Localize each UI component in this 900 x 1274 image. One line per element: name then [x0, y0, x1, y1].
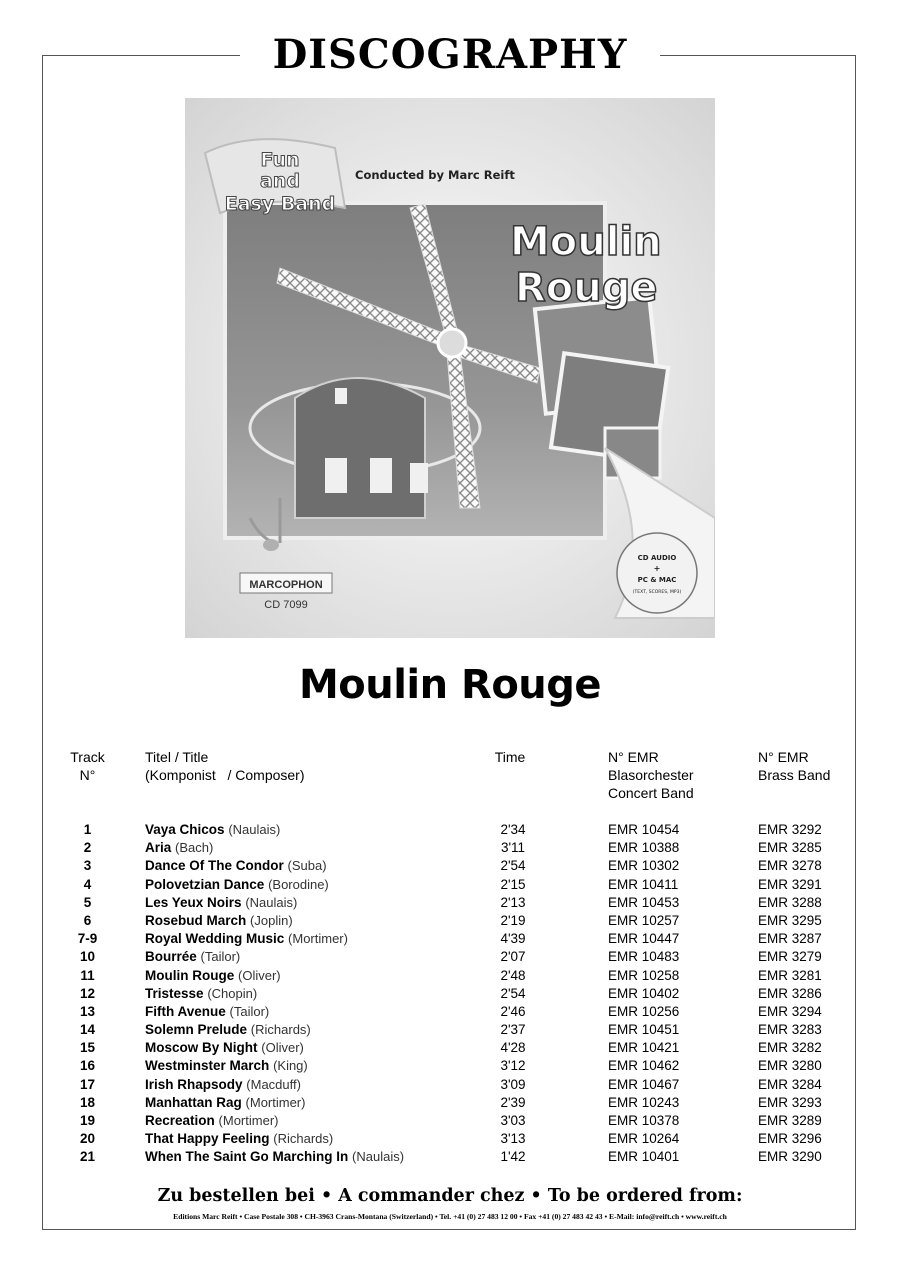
- track-title: When The Saint Go Marching In: [145, 1149, 349, 1165]
- emr-brass-number: EMR 3292: [758, 822, 822, 837]
- svg-text:and: and: [260, 170, 300, 192]
- emr-brass-number: EMR 3293: [758, 1094, 822, 1110]
- track-time: 2'48: [500, 967, 526, 983]
- emr-brass-number: EMR 3284: [758, 1076, 822, 1092]
- track-time: 3'12: [500, 1058, 526, 1074]
- table-row: [0, 930, 900, 948]
- track-composer: (Bach): [175, 840, 214, 856]
- emr-concert-number: EMR 10302: [608, 858, 680, 874]
- emr-concert-number: EMR 10256: [608, 1003, 680, 1019]
- album-cover: [185, 98, 715, 638]
- cd-audio-badge: [617, 533, 697, 613]
- track-number: 15: [79, 1040, 96, 1056]
- emr-brass-number: EMR 3281: [758, 967, 822, 983]
- track-time: 4'39: [500, 931, 526, 947]
- emr-brass-number: EMR 3290: [758, 1149, 822, 1165]
- track-title-cell: [145, 912, 293, 930]
- table-row: [0, 948, 900, 966]
- emr-concert-number: EMR 10258: [608, 967, 680, 983]
- track-title: Manhattan Rag: [145, 1094, 242, 1110]
- track-composer: (Naulais): [228, 822, 281, 837]
- track-title: Tristesse: [145, 985, 204, 1001]
- track-composer: (Mortimer): [218, 1113, 279, 1128]
- track-title-cell: [145, 1039, 304, 1057]
- track-number: 2: [83, 840, 92, 856]
- emr-brass-number: EMR 3291: [758, 876, 822, 892]
- track-title: Moulin Rouge: [145, 967, 235, 983]
- discography-heading: DISCOGRAPHY: [240, 30, 660, 80]
- emr-brass-number: EMR 3287: [758, 931, 822, 947]
- track-title-cell: [145, 894, 297, 912]
- emr-concert-number: EMR 10451: [608, 1022, 680, 1038]
- emr-concert-number: EMR 10243: [608, 1094, 680, 1110]
- track-title-cell: [145, 985, 257, 1003]
- track-number: 11: [80, 967, 95, 983]
- track-title: That Happy Feeling: [145, 1131, 270, 1147]
- track-composer: (Naulais): [245, 894, 298, 910]
- emr-brass-number: EMR 3289: [758, 1113, 822, 1128]
- track-composer: (Richards): [273, 1131, 334, 1147]
- track-composer: (King): [273, 1058, 308, 1074]
- svg-text:PC & MAC: PC & MAC: [637, 576, 677, 584]
- track-title: Fifth Avenue: [145, 1003, 226, 1019]
- emr-brass-number: EMR 3295: [758, 912, 822, 928]
- track-composer: (Oliver): [261, 1040, 304, 1056]
- track-composer: (Mortimer): [245, 1094, 306, 1110]
- emr-concert-number: EMR 10378: [608, 1113, 680, 1128]
- track-title-cell: [145, 857, 327, 875]
- track-title-cell: [145, 1130, 333, 1148]
- track-time: 2'37: [500, 1022, 526, 1038]
- track-number: 17: [79, 1076, 96, 1092]
- emr-brass-number: EMR 3286: [758, 985, 822, 1001]
- track-title: Westminster March: [145, 1058, 270, 1074]
- track-composer: (Mortimer): [288, 931, 348, 947]
- track-title-cell: [145, 1057, 308, 1075]
- track-number: 10: [79, 949, 96, 965]
- emr-concert-number: EMR 10483: [608, 949, 680, 965]
- emr-brass-number: EMR 3285: [758, 840, 822, 856]
- order-line: Zu bestellen bei • A commander chez • To be ordered from:: [157, 1186, 743, 1206]
- track-number: 14: [79, 1022, 96, 1038]
- track-composer: (Tailor): [200, 949, 241, 965]
- track-number: 20: [79, 1131, 96, 1147]
- track-title: Aria: [145, 840, 172, 856]
- header-emr-brass: N° EMR Brass Band: [758, 749, 831, 783]
- track-title-cell: [145, 1003, 269, 1021]
- track-number: 3: [83, 858, 92, 874]
- track-number: 18: [79, 1094, 96, 1110]
- emr-concert-number: EMR 10257: [608, 912, 680, 928]
- emr-concert-number: EMR 10421: [608, 1040, 680, 1056]
- track-title-cell: [145, 876, 329, 894]
- track-title-cell: [145, 1094, 305, 1112]
- track-time: 3'13: [500, 1131, 526, 1147]
- svg-text:Easy Band: Easy Band: [224, 193, 336, 215]
- table-row: [0, 876, 900, 894]
- track-number: 4: [83, 876, 92, 892]
- emr-concert-number: EMR 10467: [608, 1076, 680, 1092]
- table-row: [0, 1130, 900, 1148]
- track-title-cell: [145, 967, 281, 985]
- header-track: Track N°: [70, 749, 105, 783]
- track-time: 2'54: [500, 985, 526, 1001]
- conductor-credit: Conducted by Marc Reift: [355, 168, 515, 182]
- label-name: MARCOPHON: [249, 579, 323, 591]
- table-row: [0, 967, 900, 985]
- emr-concert-number: EMR 10462: [608, 1058, 680, 1074]
- table-row: [0, 839, 900, 857]
- track-title-cell: [145, 1021, 311, 1039]
- track-number: 16: [79, 1058, 96, 1074]
- track-title-cell: [145, 1076, 301, 1094]
- track-time: 2'54: [500, 858, 526, 874]
- track-title-cell: [145, 1112, 278, 1130]
- track-composer: (Richards): [250, 1022, 311, 1038]
- svg-text:(TEXT, SCORES, MP3): (TEXT, SCORES, MP3): [632, 590, 682, 595]
- track-composer: (Suba): [287, 858, 327, 874]
- emr-brass-number: EMR 3283: [758, 1022, 822, 1038]
- track-number: 1: [83, 822, 92, 837]
- table-row: [0, 985, 900, 1003]
- track-composer: (Macduff): [246, 1076, 301, 1092]
- table-row: [0, 912, 900, 930]
- track-time: 2'15: [500, 876, 526, 892]
- svg-text:CD AUDIO: CD AUDIO: [637, 554, 677, 562]
- track-number: 19: [79, 1113, 96, 1128]
- track-time: 2'34: [500, 822, 526, 837]
- track-title: Vaya Chicos: [145, 822, 225, 837]
- track-title: Solemn Prelude: [145, 1022, 248, 1038]
- header-title: Titel / Title (Komponist / Composer): [145, 749, 305, 783]
- emr-concert-number: EMR 10388: [608, 840, 680, 856]
- emr-concert-number: EMR 10454: [608, 822, 680, 837]
- table-row: [0, 894, 900, 912]
- table-row: [0, 1057, 900, 1075]
- track-title: Polovetzian Dance: [145, 876, 265, 892]
- emr-concert-number: EMR 10402: [608, 985, 680, 1001]
- table-row: [0, 1094, 900, 1112]
- table-row: [0, 1021, 900, 1039]
- cover-title-line2: Rouge: [515, 265, 658, 311]
- catalog-number: CD 7099: [264, 599, 308, 611]
- track-time: 2'46: [500, 1003, 526, 1019]
- track-time: 3'09: [500, 1076, 526, 1092]
- track-number: 21: [79, 1149, 96, 1165]
- track-title: Bourrée: [145, 949, 197, 965]
- track-time: 3'11: [500, 840, 526, 856]
- emr-concert-number: EMR 10411: [608, 876, 679, 892]
- emr-brass-number: EMR 3282: [758, 1040, 822, 1056]
- svg-text:+: +: [653, 564, 661, 573]
- track-title: Rosebud March: [145, 912, 247, 928]
- track-title: Irish Rhapsody: [145, 1076, 243, 1092]
- track-title-cell: [145, 948, 240, 966]
- track-number: 13: [79, 1003, 96, 1019]
- emr-brass-number: EMR 3296: [758, 1131, 822, 1147]
- header-emr-concert: N° EMR Blasorchester Concert Band: [608, 749, 694, 801]
- fun-and-easy-band-badge: [205, 139, 345, 215]
- track-time: 2'39: [500, 1094, 526, 1110]
- track-title: Les Yeux Noirs: [145, 894, 242, 910]
- address-line: Editions Marc Reift • Case Postale 308 • CH-3963 Crans-Montana (Switzerland) • Tel. +41 (0) 27 483 12 00 • Fax +41 (0) 27 483 42 43 • E-Mail: info@reift.ch • www.reift.ch: [173, 1212, 727, 1221]
- svg-text:Fun: Fun: [260, 149, 300, 171]
- track-composer: (Joplin): [250, 912, 293, 928]
- emr-concert-number: EMR 10447: [608, 931, 680, 947]
- table-row: [0, 821, 900, 839]
- track-list: [0, 821, 900, 1167]
- track-number: 5: [83, 894, 92, 910]
- track-time: 1'42: [500, 1149, 526, 1165]
- emr-brass-number: EMR 3280: [758, 1058, 822, 1074]
- track-title-cell: [145, 839, 213, 857]
- emr-concert-number: EMR 10401: [608, 1149, 680, 1165]
- track-title-cell: [145, 930, 348, 948]
- track-title-cell: [145, 1148, 404, 1166]
- track-title: Recreation: [145, 1113, 215, 1128]
- track-title: Royal Wedding Music: [145, 931, 285, 947]
- track-title-cell: [145, 821, 280, 839]
- table-row: [0, 1112, 900, 1130]
- emr-brass-number: EMR 3288: [758, 894, 822, 910]
- track-time: 2'13: [500, 894, 526, 910]
- track-composer: (Borodine): [268, 876, 329, 892]
- track-time: 4'28: [500, 1040, 526, 1056]
- track-number: 7-9: [77, 931, 98, 947]
- table-row: [0, 857, 900, 875]
- emr-brass-number: EMR 3279: [758, 949, 822, 965]
- track-composer: (Chopin): [207, 985, 258, 1001]
- track-time: 2'19: [500, 912, 526, 928]
- track-title: Moscow By Night: [145, 1040, 258, 1056]
- track-title: Dance Of The Condor: [145, 858, 284, 874]
- track-composer: (Tailor): [229, 1003, 270, 1019]
- album-title: Moulin Rouge: [298, 662, 602, 708]
- track-number: 12: [79, 985, 96, 1001]
- emr-concert-number: EMR 10264: [608, 1131, 680, 1147]
- track-composer: (Naulais): [352, 1149, 405, 1165]
- emr-brass-number: EMR 3278: [758, 858, 822, 874]
- track-composer: (Oliver): [238, 967, 281, 983]
- cover-title-line1: Moulin: [510, 219, 662, 265]
- track-number: 6: [83, 912, 92, 928]
- emr-concert-number: EMR 10453: [608, 894, 680, 910]
- table-row: [0, 1148, 900, 1166]
- table-row: [0, 1039, 900, 1057]
- header-time: Time: [494, 749, 526, 765]
- table-row: [0, 1076, 900, 1094]
- track-time: 3'03: [500, 1113, 526, 1128]
- table-row: [0, 1003, 900, 1021]
- track-time: 2'07: [500, 949, 526, 965]
- emr-brass-number: EMR 3294: [758, 1003, 822, 1019]
